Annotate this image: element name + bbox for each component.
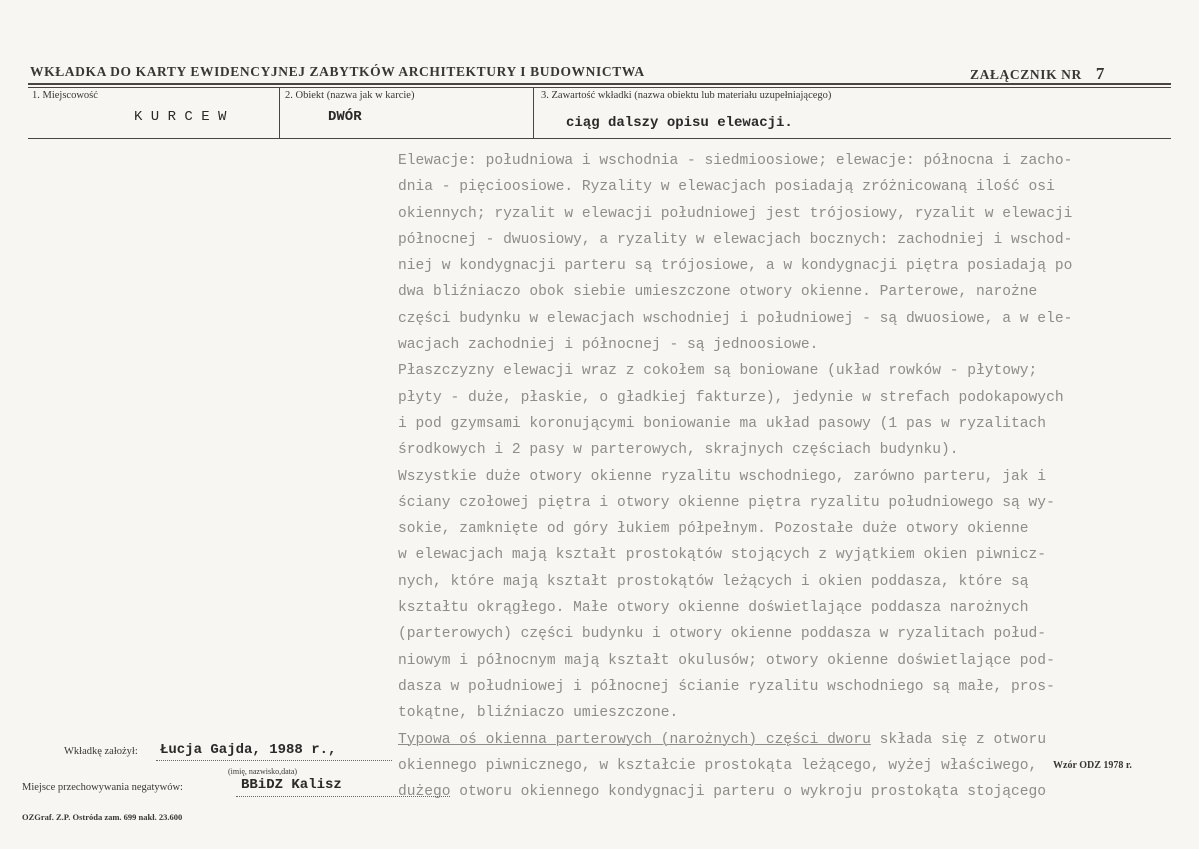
body-line: Wszystkie duże otwory okienne ryzalitu wschodniego, zarówno parteru, jak i [398, 468, 1047, 485]
annex-label [970, 64, 1105, 84]
body-line: dwa bliźniaczo obok siebie umieszczone otwory okienne. Parterowe, narożne [398, 284, 1038, 301]
object-label: 2. Obiekt (nazwa jak w karcie) [285, 90, 415, 101]
object-value: DWÓR [328, 109, 362, 125]
body-line-rest: składa się z otworu [870, 731, 1047, 748]
body-line: sokie, zamknięte od góry łukiem półpełnym. Pozostałe duże otwory okienne [398, 521, 1029, 538]
body-line-underlined [398, 727, 1178, 753]
body-line: dnia - pięcioosiowe. Ryzality w elewacjach posiadają zróżnicowaną ilość osi [398, 179, 1055, 196]
body-line: kształtu okrągłego. Małe otwory okienne doświetlające poddasza narożnych [398, 600, 1029, 617]
field-divider-2 [533, 87, 534, 139]
body-line: okiennego piwnicznego, w kształcie prostokąta leżącego, wyżej właściwego, [398, 757, 1038, 774]
body-line: środkowych i 2 pasy w parterowych, skrajnych częściach budynku). [398, 442, 959, 459]
body-line: okiennych; ryzalit w elewacji południowej jest trójosiowy, ryzalit w elewacji [398, 205, 1073, 222]
storage-dotted-line [236, 796, 450, 797]
body-line: niej w kondygnacji parteru są trójosiowe, a w kondygnacji piętra posiadają po [398, 258, 1073, 275]
author-value: Łucja Gajda, 1988 r., [160, 742, 337, 758]
content-value: ciąg dalszy opisu elewacji. [566, 115, 793, 131]
header-rule-bottom [28, 138, 1171, 139]
storage-label: Miejsce przechowywania negatywów: [22, 782, 183, 793]
body-line: północnej - dwuosiowy, a ryzality w elewacjach bocznych: zachodniej i wschod- [398, 231, 1073, 248]
field-divider-1 [279, 87, 280, 139]
description-body [398, 148, 1178, 805]
underlined-phrase: Typowa oś okienna parterowych (narożnych) części dworu [398, 731, 871, 748]
body-line: dasza w południowej i północnej ścianie ryzalitu wschodniego są małe, pros- [398, 678, 1055, 695]
locality-label: 1. Miejscowość [32, 90, 98, 101]
author-dotted-line [156, 760, 392, 761]
locality-value: K U R C E W [134, 109, 227, 125]
body-line: niowym i północnym mają kształt okulusów; otwory okienne doświetlające pod- [398, 652, 1055, 669]
header-rule-top-thin [28, 87, 1171, 88]
template-note: Wzór ODZ 1978 r. [1053, 760, 1132, 771]
body-line: dużego otworu okiennego kondygnacji parteru o wykroju prostokąta stojącego [398, 784, 1047, 801]
content-label: 3. Zawartość wkładki (nazwa obiektu lub materiału uzupełniającego) [541, 90, 832, 101]
annex-number: 7 [1095, 64, 1105, 83]
body-line: płyty - duże, płaskie, o gładkiej fakturze), jedynie w strefach podokapowych [398, 389, 1064, 406]
body-line: ściany czołowej piętra i otwory okienne piętra ryzalitu południowego są wy- [398, 494, 1055, 511]
body-line: tokątne, bliźniaczo umieszczone. [398, 705, 679, 722]
header-rule-top [28, 83, 1171, 85]
body-line: nych, które mają kształt prostokątów leżących i okien poddasza, które są [398, 573, 1029, 590]
annex-label-text: ZAŁĄCZNIK NR [970, 67, 1082, 82]
author-hint: (imię, nazwisko,data) [228, 767, 298, 776]
body-line: (parterowych) części budynku i otwory okienne poddasza w ryzalitach połud- [398, 626, 1047, 643]
body-line: części budynku w elewacjach wschodniej i południowej - są dwuosiowe, a w ele- [398, 310, 1073, 327]
storage-value: BBiDZ Kalisz [241, 777, 342, 793]
body-line: i pod gzymsami koronującymi boniowanie ma układ pasowy (1 pas w ryzalitach [398, 415, 1047, 432]
body-line: w elewacjach mają kształt prostokątów stojących z wyjątkiem okien piwnicz- [398, 547, 1047, 564]
author-label: Wkładkę założył: [64, 746, 138, 757]
body-line: Elewacje: południowa i wschodnia - siedmioosiowe; elewacje: północna i zacho- [398, 153, 1073, 169]
form-title: WKŁADKA DO KARTY EWIDENCYJNEJ ZABYTKÓW ARCHITEKTURY I BUDOWNICTWA [30, 64, 645, 79]
printer-note: OZGraf. Z.P. Ostróda zam. 699 nakł. 23.600 [22, 812, 183, 822]
body-line: wacjach zachodniej i północnej - są jednoosiowe. [398, 337, 819, 354]
body-line: Płaszczyzny elewacji wraz z cokołem są boniowane (układ rowków - płytowy; [398, 363, 1038, 380]
